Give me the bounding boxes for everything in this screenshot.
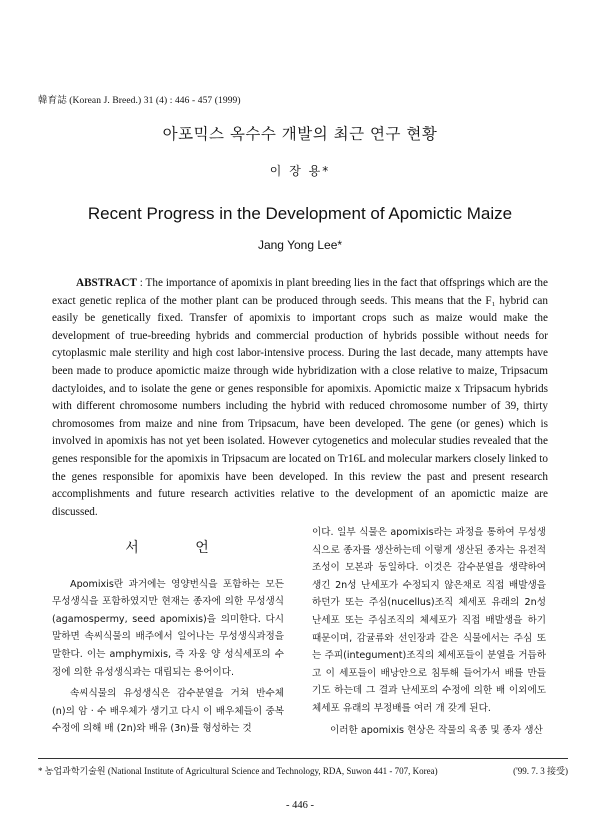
footnote [38, 764, 568, 777]
abstract-label: ABSTRACT [76, 277, 137, 289]
korean-author: 이 장 용* [269, 164, 331, 178]
body-paragraph: 속씨식물의 유성생식은 감수분열을 거쳐 반수체 (n)의 암 · 수 배우체가 생기고 다시 이 배우체들이 중복수정에 의해 배 (2n)와 배유 (3n)를 형성하는 것 [52, 688, 284, 735]
footnote-divider [38, 758, 568, 759]
abstract [52, 275, 548, 521]
footnote-received-date: ('99. 7. 3 接受) [513, 766, 568, 776]
english-title: Recent Progress in the Development of Apomictic Maize [87, 204, 513, 223]
abstract-text: : The importance of apomixis in plant breeding lies in the fact that offsprings which are the exact genetic replica of the mother plant can be produced through seeds. This means that the F₁ hybrid can easily be genetically fixed. Transfer of apomixis to important crops such as maize would make the development of true-breeding hybrids and commercial production of hybrids possible without needs for cytoplasmic male sterility and high cost labor-intensive process. During the last decade, many attempts have been made to produce apomictic maize through wide hybridization with a close relative to maize, Tripsacum dactyloides, and to isolate the gene or genes responsible for apomixis. Apomictic maize x Tripsacum hybrids with different chromosome numbers including the hybrid with reduced chromosome number of 39, thirty chromosomes from maize and nine from Tripsacum, have been developed. The gene (or genes) which is involved in apomixis has not yet been isolated. However cytogenetics and molecular studies revealed that the genes responsible for the apomixis in Tripsacum are located on Tr16L and molecular markers closely linked to the genes responsible for apomixis have been developed. In this review the past and present research accomplishments and future research activities relative to the development of an apomictic maize are discussed. [52, 277, 548, 518]
body-paragraph: 이러한 apomixis 현상은 작물의 육종 및 종자 생산 [330, 724, 543, 736]
body-column-right [312, 524, 546, 739]
page-number: - 446 - [286, 800, 314, 811]
english-author: Jang Yong Lee* [257, 238, 343, 252]
journal-citation: 韓育誌 (Korean J. Breed.) 31 (4) : 446 - 457 (1999) [38, 96, 241, 106]
body-column-left [52, 540, 284, 738]
korean-title: 아포믹스 옥수수 개발의 최근 연구 현황 [162, 125, 438, 143]
section-heading: 서 언 [125, 540, 235, 556]
body-paragraph: Apomixis란 과거에는 영양번식을 포함하는 모든 무성생식을 포함하였지만 현재는 종자에 의한 무성생식 (agamospermy, seed apomixis)을 의미한다. 다시 말하면 속씨식물의 배주에서 일어나는 무성생식과정을 말한다. 이는 amphymixis, 즉 자웅 양 성식세포의 수정에 의한 유성생식과는 대립되는 용어이다. [52, 578, 284, 678]
footnote-affiliation: * 농업과학기술원 (National Institute of Agricultural Science and Technology, RDA, Suwon 441 - 707, Korea) [38, 766, 438, 776]
body-paragraph: 이다. 일부 식물은 apomixis라는 과정을 통하여 무성생식으로 종자를 생산하는데 이렇게 생산된 종자는 유전적 조성이 모본과 동일하다. 이것은 감수분열을 생략하여 생긴 2n성 난세포가 수정되지 않은채로 직접 배발생을 하던가 또는 주심(nucellus)조직 체세포 유래의 2n성 난세포 또는 주심조직의 체세포가 직접 배발생을 하기 때문이며, 감귤류와 선인장과 같은 식물에서는 주심 또는 주피(integument)조직의 체세포들이 분열을 거듭하고 이 세포들이 배낭안으로 침투해 들어가서 배를 만들기도 하는데 그 결과 난세포의 수정에 의한 배 이외에도 체세포 유래의 부정배를 여러 개 갖게 된다. [312, 527, 546, 714]
